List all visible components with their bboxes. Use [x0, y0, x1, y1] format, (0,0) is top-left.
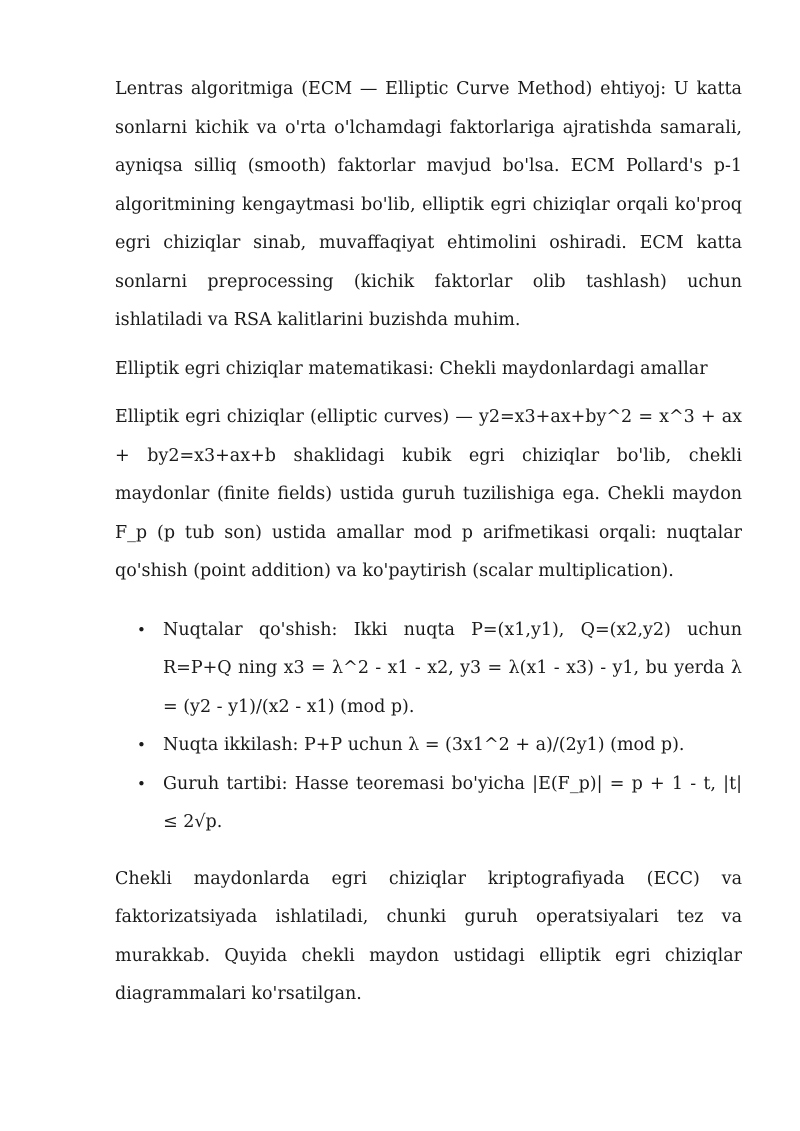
- conclusion-paragraph: Chekli maydonlarda egri chiziqlar kriptografiyada (ECC) va faktorizatsiyada ishlatiladi, chunki guruh operatsiyalari tez va murakkab. Quyida chekli maydon ustidagi elliptik egri chiziqlar diagrammalari ko'rsatilgan.: [115, 868, 742, 1004]
- intro-paragraph: Lentras algoritmiga (ECM — Elliptic Curve Method) ehtiyoj: U katta sonlarni kichik va o'rta o'lchamdagi faktorlariga ajratishda samarali, ayniqsa silliq (smooth) faktorlar mavjud bo'lsa. ECM Pollard's p-1 algoritmining kengaytmasi bo'lib, elliptik egri chiziqlar orqali ko'proq egri chiziqlar sinab, muvaffaqiyat ehtimolini oshiradi. ECM katta sonlarni preprocessing (kichik faktorlar olib tashlash) uchun ishlatiladi va RSA kalitlarini buzishda muhim.: [115, 79, 742, 330]
- bullet-icon: •: [137, 774, 146, 793]
- list-item-text: Nuqta ikkilash: P+P uchun λ = (3x1^2 + a)/(2y1) (mod p).: [163, 735, 685, 755]
- list-item: [115, 765, 742, 842]
- bullet-icon: •: [137, 736, 146, 754]
- section-heading: Elliptik egri chiziqlar matematikasi: Chekli maydonlardagi amallar: [115, 358, 708, 379]
- bullet-list: [115, 611, 742, 842]
- list-item-text: Nuqtalar qo'shish: Ikki nuqta P=(x1,y1), Q=(x2,y2) uchun R=P+Q ning x3 = λ^2 - x1 - x2, y3 = λ(x1 - x3) - y1, bu yerda λ = (y2 - y1)/(x2 - x1) (mod p).: [163, 619, 742, 717]
- document-page: [115, 70, 742, 1014]
- definition-paragraph: Elliptik egri chiziqlar (elliptic curves) — y2=x3+ax+by^2 = x^3 + ax + by2=x3+ax+b shaklidagi kubik egri chiziqlar bo'lib, chekli maydonlar (finite fields) ustida guruh tuzilishiga ega. Chekli maydon F_p (p tub son) ustida amallar mod p arifmetikasi orqali: nuqtalar qo'shish (point addition) va ko'paytirish (scalar multiplication).: [115, 407, 742, 581]
- list-item: [115, 726, 742, 765]
- list-item: [115, 611, 742, 727]
- bullet-icon: •: [137, 620, 146, 639]
- list-item-text: Guruh tartibi: Hasse teoremasi bo'yicha |E(F_p)| = p + 1 - t, |t| ≤ 2√p.: [163, 773, 742, 832]
